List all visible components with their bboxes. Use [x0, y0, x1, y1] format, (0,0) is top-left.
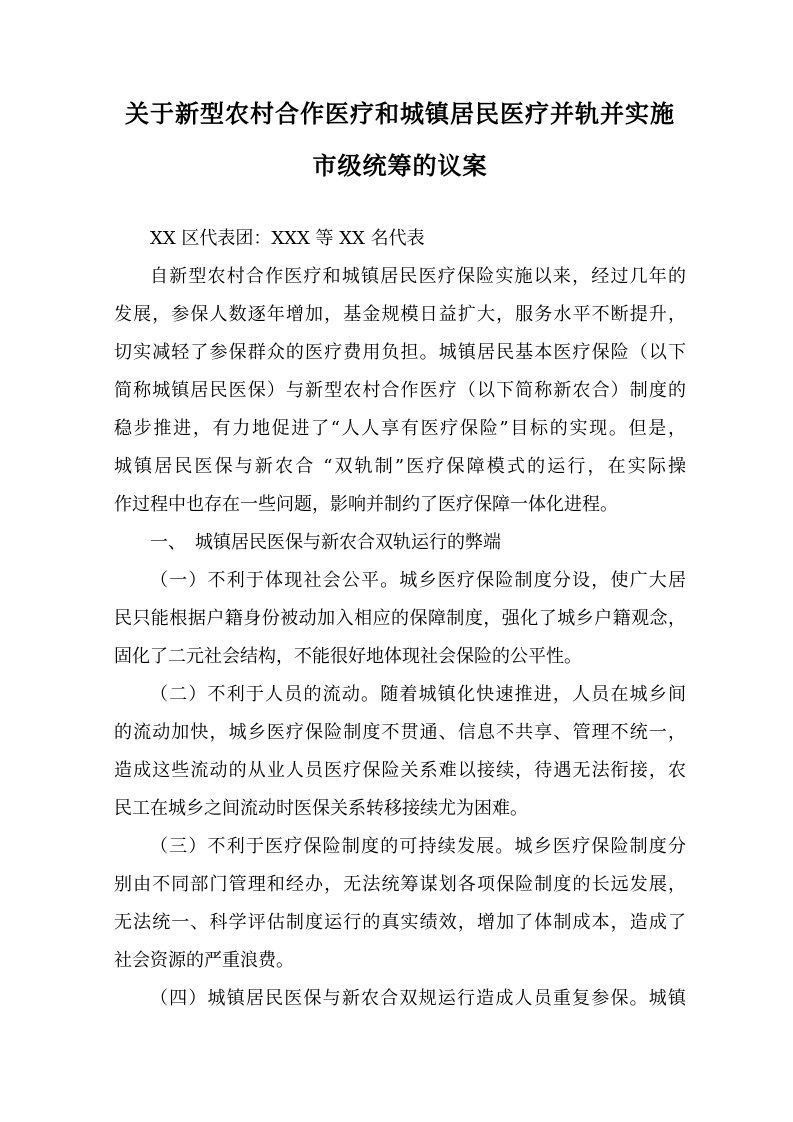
document-body: [114, 220, 686, 1018]
text-line: 城镇居民医保与新农合 “双轨制”医疗保障模式的运行，在实际操: [114, 456, 686, 477]
text-line: （一）不利于体现社会公平。城乡医疗保险制度分设，使广大居: [150, 570, 686, 591]
text-line: 稳步推进，有力地促进了“人人享有医疗保险”目标的实现。但是，: [114, 418, 686, 439]
section-heading: 一、 城镇居民医保与新农合双轨运行的弊端: [150, 532, 501, 553]
text-line: 简称城镇居民医保）与新型农村合作医疗（以下简称新农合）制度的: [114, 380, 686, 401]
text-line: （四）城镇居民医保与新农合双规运行造成人员重复参保。城镇: [150, 988, 686, 1009]
text-line: （二）不利于人员的流动。随着城镇化快速推进，人员在城乡间: [150, 684, 686, 705]
text-line: 的流动加快，城乡医疗保险制度不贯通、信息不共享、管理不统一，: [114, 722, 686, 743]
title-line-1: 关于新型农村合作医疗和城镇居民医疗并轨并实施: [125, 99, 675, 128]
text-line: 作过程中也存在一些问题，影响并制约了医疗保障一体化进程。: [114, 494, 618, 515]
text-line: 无法统一、科学评估制度运行的真实绩效，增加了体制成本，造成了: [114, 912, 686, 933]
text-line: 民只能根据户籍身份被动加入相应的保障制度，强化了城乡户籍观念，: [114, 608, 686, 629]
text-line: 切实减轻了参保群众的医疗费用负担。城镇居民基本医疗保险（以下: [114, 342, 686, 363]
text-line: （三）不利于医疗保险制度的可持续发展。城乡医疗保险制度分: [150, 836, 686, 857]
salutation-line: XX 区代表团：XXX 等 XX 名代表: [150, 228, 425, 249]
text-line: 发展，参保人数逐年增加，基金规模日益扩大，服务水平不断提升，: [114, 304, 686, 325]
text-line: 别由不同部门管理和经办，无法统筹谋划各项保险制度的长远发展，: [114, 874, 686, 895]
title-line-2: 市级统筹的议案: [312, 151, 488, 180]
text-line: 自新型农村合作医疗和城镇居民医疗保险实施以来，经过几年的: [150, 266, 686, 287]
text-line: 民工在城乡之间流动时医保关系转移接续尤为困难。: [114, 798, 528, 819]
text-line: 固化了二元社会结构，不能很好地体现社会保险的公平性。: [114, 646, 582, 667]
text-line: 造成这些流动的从业人员医疗保险关系难以接续，待遇无法衔接，农: [114, 760, 686, 781]
text-line: 社会资源的严重浪费。: [114, 950, 294, 971]
document-title: [114, 88, 686, 192]
